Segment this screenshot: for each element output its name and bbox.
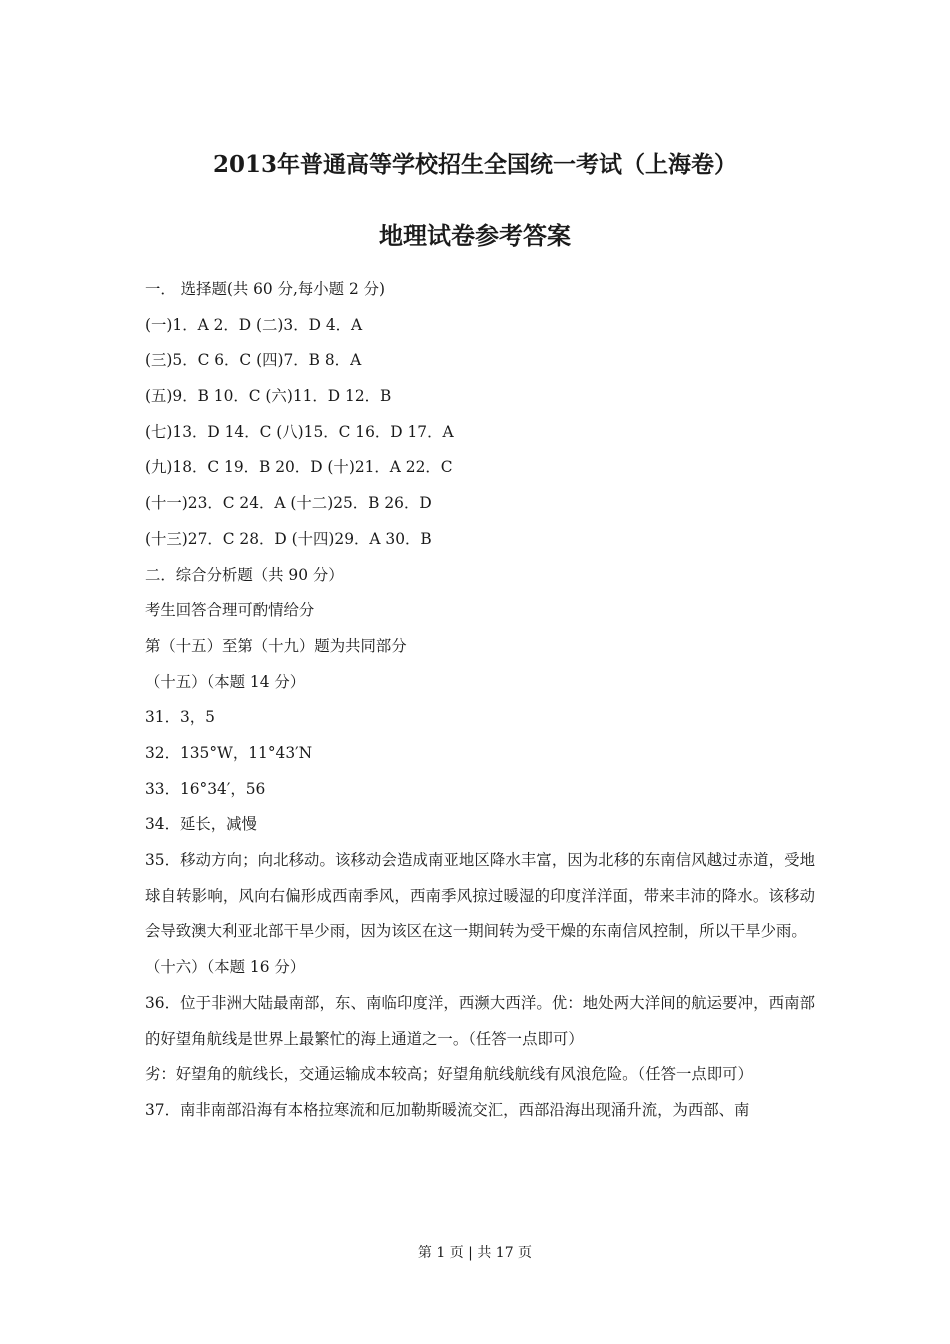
answer-33: 33．16°34′，56: [145, 779, 266, 798]
answer-34: 34．延长，减慢: [145, 815, 257, 834]
shared-part-note: 第（十五）至第（十九）题为共同部分: [145, 636, 407, 655]
question-16-heading: （十六）（本题 16 分）: [145, 958, 306, 977]
answer-36: 36．位于非洲大陆最南部，东、南临印度洋，西濒大西洋。优：地处两大洋间的航运要冲，西南部的好望角航线是世界上最繁忙的海上通道之一。（任答一点即可）: [145, 993, 815, 1048]
grading-note: 考生回答合理可酌情给分: [145, 601, 315, 620]
answer-line: (一)1．A 2．D (二)3．D 4．A: [145, 315, 363, 334]
page-footer: 第 1 页 | 共 17 页: [417, 1245, 533, 1261]
answer-line: (七)13．D 14．C (八)15．C 16．D 17．A: [145, 422, 454, 441]
answer-line: (九)18．C 19．B 20．D (十)21．A 22．C: [145, 458, 453, 477]
answer-line: (十三)27．C 28．D (十四)29．A 30．B: [145, 529, 432, 548]
answer-line: (十一)23．C 24．A (十二)25．B 26．D: [145, 494, 432, 513]
section-1-heading: 一． 选择题(共 60 分,每小题 2 分): [145, 280, 386, 298]
answer-body: [145, 272, 815, 1129]
answer-37: 37．南非南部沿海有本格拉寒流和厄加勒斯暖流交汇，西部沿海出现涌升流，为西部、南: [145, 1100, 750, 1119]
answer-35: 35．移动方向；向北移动。该移动会造成南亚地区降水丰富，因为北移的东南信风越过赤道，受地球自转影响，风向右偏形成西南季风，西南季风掠过暖湿的印度洋洋面，带来丰沛的降水。该移动会导致澳大利亚北部干旱少雨，因为该区在这一期间转为受干燥的东南信风控制，所以干旱少雨。: [145, 851, 815, 941]
answer-36-disadvantage: 劣：好望角的航线长，交通运输成本较高；好望角航线航线有风浪危险。（任答一点即可）: [145, 1065, 753, 1084]
answer-32: 32．135°W，11°43′N: [145, 743, 313, 762]
document-title: 2013年普通高等学校招生全国统一考试（上海卷）: [212, 151, 737, 178]
question-15-heading: （十五）（本题 14 分）: [145, 672, 306, 691]
answer-line: (三)5．C 6．C (四)7．B 8．A: [145, 351, 362, 370]
section-2-heading: 二．综合分析题（共 90 分）: [145, 565, 344, 584]
answer-line: (五)9．B 10．C (六)11．D 12．B: [145, 387, 392, 406]
document-subtitle: 地理试卷参考答案: [379, 221, 571, 250]
answer-31: 31．3，5: [145, 708, 215, 727]
